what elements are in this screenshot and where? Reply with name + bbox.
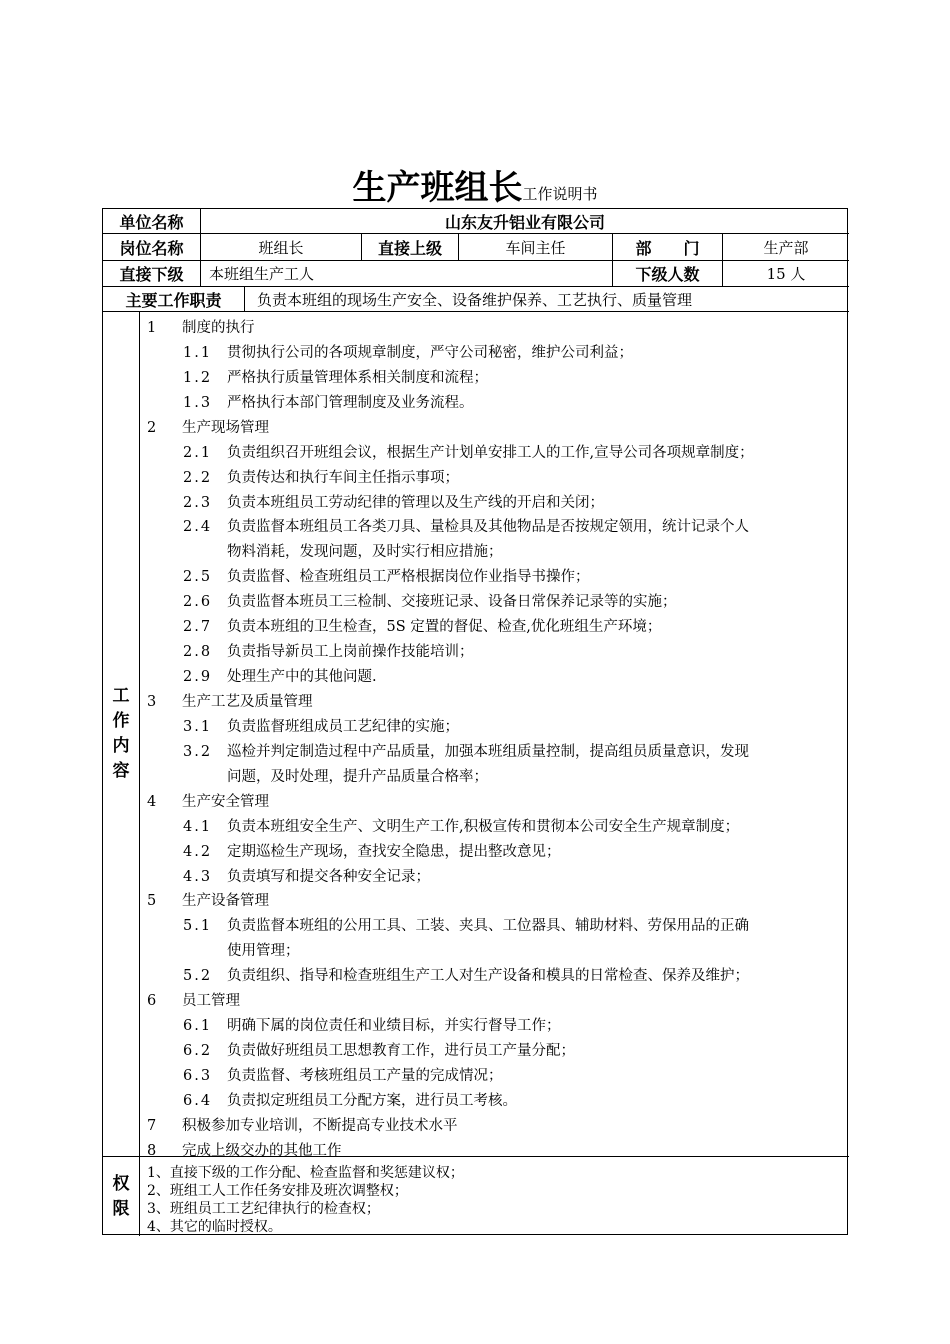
content-line bbox=[147, 889, 269, 910]
content-line bbox=[147, 790, 269, 811]
item-text: 负责本班组的卫生检查，5S 定置的督促、检查,优化班组生产环境； bbox=[227, 619, 662, 636]
item-number: 3 bbox=[147, 693, 157, 710]
label-char: 权 bbox=[112, 1173, 130, 1194]
item-text: 员工管理 bbox=[182, 993, 240, 1010]
authority-item: 2、班组工人工作任务安排及班次调整权； bbox=[147, 1183, 408, 1199]
item-number: 2.8 bbox=[183, 644, 213, 661]
authority-label bbox=[103, 1157, 139, 1236]
item-text: 负责监督、检查班组员工严格根据岗位作业指导书操作； bbox=[227, 569, 590, 586]
content-line bbox=[147, 1114, 458, 1135]
document-title bbox=[0, 160, 950, 209]
authority-item: 4、其它的临时授权。 bbox=[147, 1219, 282, 1235]
authority-item: 1、直接下级的工作分配、检查监督和奖惩建议权； bbox=[147, 1165, 464, 1181]
item-text: 负责本班组安全生产、文明生产工作,积极宣传和贯彻本公司安全生产规章制度； bbox=[227, 818, 740, 835]
item-text: 积极参加专业培训，不断提高专业技术水平 bbox=[182, 1117, 458, 1134]
item-text: 定期巡检生产现场，查找安全隐患，提出整改意见； bbox=[227, 843, 561, 860]
item-number: 1.1 bbox=[183, 344, 213, 361]
item-text: 严格执行质量管理体系相关制度和流程； bbox=[227, 369, 488, 386]
content-line bbox=[183, 715, 459, 736]
unit-value: 山东友升铝业有限公司 bbox=[444, 213, 605, 232]
item-number: 2.4 bbox=[183, 519, 213, 536]
duty-label: 主要工作职责 bbox=[125, 290, 222, 310]
item-number: 7 bbox=[147, 1117, 157, 1134]
content-line bbox=[183, 740, 749, 761]
label-char: 作 bbox=[112, 711, 130, 731]
item-text: 严格执行本部门管理制度及业务流程。 bbox=[227, 394, 474, 411]
item-text: 负责组织召开班组会议，根据生产计划单安排工人的工作,宣导公司各项规章制度； bbox=[227, 444, 754, 461]
row-divider bbox=[103, 311, 849, 312]
position-label: 岗位名称 bbox=[119, 238, 184, 258]
item-text: 负责做好班组员工思想教育工作，进行员工产量分配； bbox=[227, 1043, 575, 1059]
unit-label: 单位名称 bbox=[119, 213, 184, 232]
subordinate-value: 本班组生产工人 bbox=[209, 265, 315, 283]
label-char: 工 bbox=[112, 686, 130, 706]
item-text: 贯彻执行公司的各项规章制度，严守公司秘密，维护公司利益； bbox=[227, 344, 633, 361]
content-line bbox=[183, 590, 677, 611]
item-text: 负责本班组员工劳动纪律的管理以及生产线的开启和关闭； bbox=[227, 494, 604, 511]
content-line bbox=[183, 366, 488, 387]
col-divider bbox=[139, 312, 140, 1236]
title-sub: 工作说明书 bbox=[522, 185, 598, 203]
item-text: 生产现场管理 bbox=[182, 419, 269, 436]
content-line bbox=[147, 989, 240, 1010]
col-divider bbox=[244, 287, 245, 312]
item-number: 1.2 bbox=[183, 369, 213, 386]
content-line bbox=[183, 1064, 503, 1085]
item-text: 生产设备管理 bbox=[182, 893, 269, 910]
item-number: 6.3 bbox=[183, 1067, 213, 1084]
duty-value: 负责本班组的现场生产安全、设备维护保养、工艺执行、质量管理 bbox=[257, 290, 693, 309]
item-text: 负责传达和执行车间主任指示事项； bbox=[227, 469, 459, 486]
subordinate-label: 直接下级 bbox=[119, 265, 184, 284]
content-line bbox=[183, 1014, 561, 1035]
count-value: 15 人 bbox=[766, 265, 806, 283]
item-number: 2 bbox=[147, 419, 157, 436]
item-number: 2.5 bbox=[183, 569, 213, 586]
item-number: 5 bbox=[147, 893, 157, 910]
label-char: 容 bbox=[112, 761, 130, 781]
content-line bbox=[183, 441, 754, 462]
item-number: 5.2 bbox=[183, 968, 213, 985]
content-line bbox=[183, 1039, 575, 1060]
content-line bbox=[183, 491, 604, 512]
item-number: 5.1 bbox=[183, 918, 213, 935]
item-text: 负责拟定班组员工分配方案，进行员工考核。 bbox=[227, 1092, 517, 1109]
content-line bbox=[183, 665, 377, 686]
content-line bbox=[183, 391, 474, 412]
count-label: 下级人数 bbox=[635, 265, 700, 284]
item-number: 2.9 bbox=[183, 669, 213, 685]
item-text: 负责监督本班员工三检制、交接班记录、设备日常保养记录等的实施； bbox=[227, 594, 677, 611]
item-text: 明确下属的岗位责任和业绩目标，并实行督导工作； bbox=[227, 1018, 561, 1034]
item-number: 6.2 bbox=[183, 1043, 213, 1059]
position-value: 班组长 bbox=[258, 238, 304, 257]
content-line bbox=[183, 865, 430, 886]
item-number: 2.1 bbox=[183, 444, 213, 461]
item-number: 4.2 bbox=[183, 843, 213, 860]
item-text: 生产工艺及质量管理 bbox=[182, 693, 313, 710]
item-text: 负责组织、指导和检查班组生产工人对生产设备和模具的日常检查、保养及维护； bbox=[227, 968, 749, 985]
item-text: 负责监督本班组的公用工具、工装、夹具、工位器具、辅助材料、劳保用品的正确 bbox=[227, 918, 749, 935]
content-line bbox=[183, 840, 561, 861]
dept-label: 部 门 bbox=[635, 238, 700, 258]
item-text: 负责指导新员工上岗前操作技能培训； bbox=[227, 644, 474, 661]
superior-value: 车间主任 bbox=[505, 238, 566, 257]
item-number: 3.2 bbox=[183, 743, 213, 760]
item-number: 2.3 bbox=[183, 494, 213, 511]
item-number: 2.2 bbox=[183, 469, 213, 486]
job-description-table bbox=[102, 208, 848, 1235]
title-main: 生产班组长 bbox=[352, 168, 523, 208]
item-number: 4 bbox=[147, 793, 157, 810]
item-number: 6 bbox=[147, 993, 157, 1010]
label-char: 限 bbox=[112, 1198, 130, 1219]
item-text: 使用管理； bbox=[227, 943, 300, 960]
content-line bbox=[183, 914, 749, 935]
item-text: 巡检并判定制造过程中产品质量，加强本班组质量控制，提高组员质量意识，发现 bbox=[227, 743, 749, 760]
item-text: 负责填写和提交各种安全记录； bbox=[227, 868, 430, 885]
content-line bbox=[147, 316, 255, 337]
item-text: 制度的执行 bbox=[182, 320, 255, 336]
content-line bbox=[227, 540, 503, 561]
content-line bbox=[183, 515, 749, 536]
content-line bbox=[227, 939, 300, 960]
content-line bbox=[183, 341, 633, 362]
content-line bbox=[183, 964, 749, 985]
authority-item: 3、班组员工工艺纪律执行的检查权； bbox=[147, 1201, 380, 1217]
content-line bbox=[183, 1089, 517, 1110]
content-line bbox=[183, 815, 739, 836]
item-number: 6.1 bbox=[183, 1018, 213, 1034]
item-number: 3.1 bbox=[183, 718, 213, 735]
content-line bbox=[147, 690, 313, 711]
item-text: 负责监督、考核班组员工产量的完成情况； bbox=[227, 1067, 503, 1084]
work-content-label bbox=[103, 312, 139, 1156]
content-line bbox=[183, 565, 590, 586]
content-line bbox=[147, 416, 269, 437]
item-text: 负责监督本班组员工各类刀具、量检具及其他物品是否按规定领用，统计记录个人 bbox=[227, 519, 749, 536]
item-number: 2.7 bbox=[183, 619, 213, 636]
content-line bbox=[183, 640, 474, 661]
content-line bbox=[227, 765, 488, 786]
item-number: 4.1 bbox=[183, 818, 213, 835]
label-char: 内 bbox=[112, 736, 130, 756]
item-number: 6.4 bbox=[183, 1092, 213, 1109]
item-number: 8 bbox=[147, 1142, 157, 1159]
content-line bbox=[147, 1139, 342, 1160]
item-number: 2.6 bbox=[183, 594, 213, 611]
item-text: 完成上级交办的其他工作 bbox=[182, 1142, 342, 1159]
item-text: 问题，及时处理，提升产品质量合格率； bbox=[227, 768, 488, 785]
item-number: 1.3 bbox=[183, 394, 213, 411]
item-text: 生产安全管理 bbox=[182, 793, 269, 810]
content-line bbox=[183, 615, 661, 636]
superior-label: 直接上级 bbox=[377, 238, 442, 258]
item-number: 4.3 bbox=[183, 868, 213, 885]
item-text: 处理生产中的其他问题. bbox=[227, 669, 377, 685]
item-number: 1 bbox=[147, 320, 157, 336]
dept-value: 生产部 bbox=[763, 238, 809, 257]
item-text: 负责监督班组成员工艺纪律的实施； bbox=[227, 718, 459, 735]
item-text: 物料消耗，发现问题，及时实行相应措施； bbox=[227, 544, 503, 561]
content-line bbox=[183, 466, 459, 487]
